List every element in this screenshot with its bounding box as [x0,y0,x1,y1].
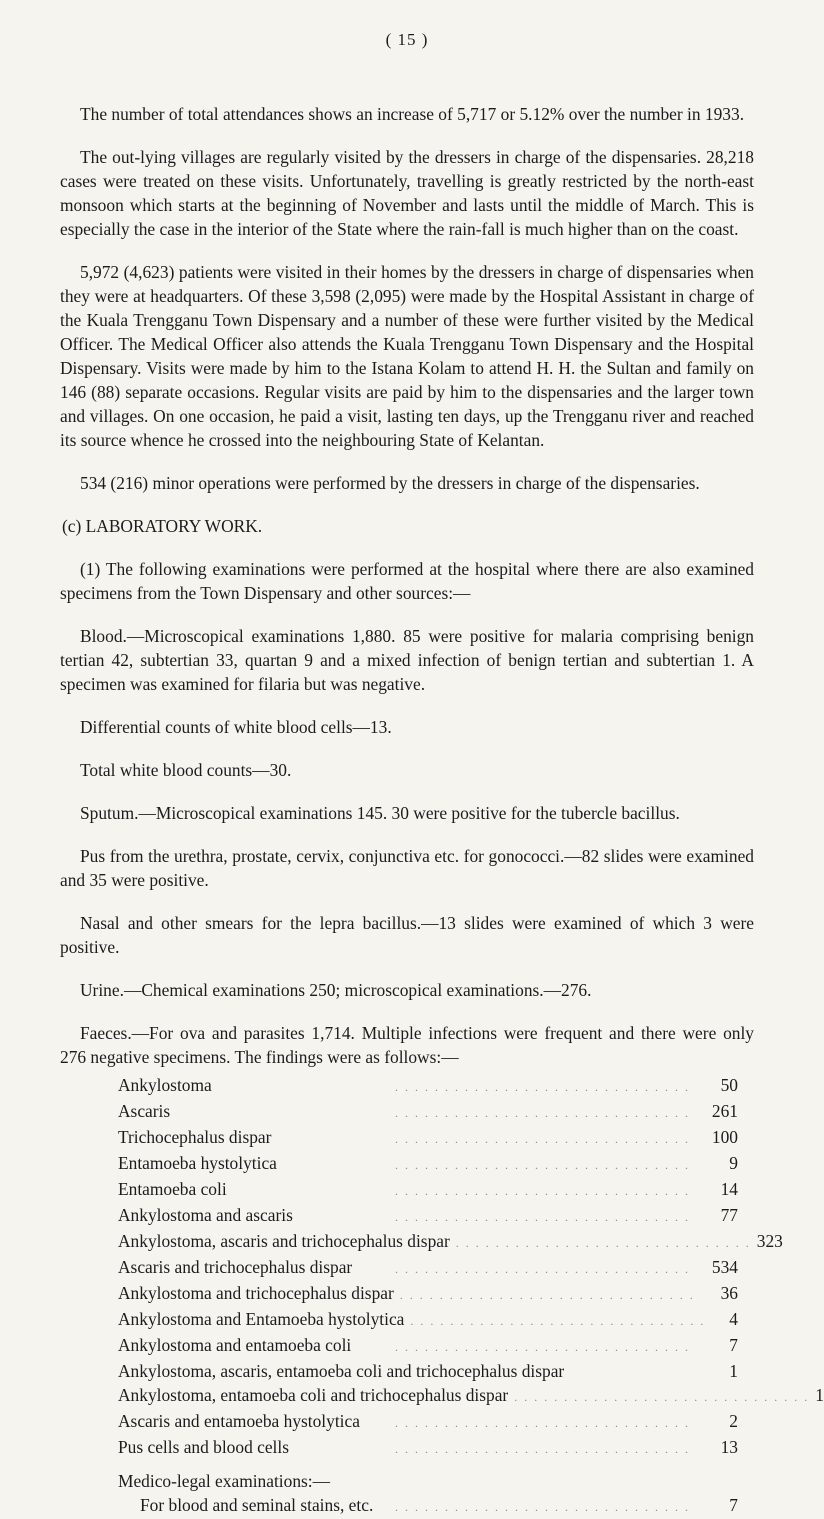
medico-legal-value: 7 [729,1495,738,1515]
finding-value: 1 [815,1385,824,1405]
finding-label: Trichocephalus dispar [118,1127,272,1147]
list-item [118,1099,738,1125]
section-heading-laboratory-work: (c) LABORATORY WORK. [62,516,263,536]
finding-label: Entamoeba hystolytica [118,1153,277,1173]
finding-value: 100 [711,1127,738,1147]
leader-dots: . . . . . . . . . . . . . . . . . . . . . . . . . . . . . . [395,1442,690,1456]
leader-dots: . . . . . . . . . . . . . . . . . . . . . . . . . . . . . . [399,1288,695,1302]
list-item [118,1229,783,1255]
finding-label: Ankylostoma, ascaris and trichocephalus dispar [118,1231,450,1251]
list-item [118,1383,824,1409]
finding-label: Pus cells and blood cells [118,1437,289,1457]
leader-dots: . . . . . . . . . . . . . . . . . . . . . . . . . . . . . . [395,1340,690,1354]
leader-dots: . . . . . . . . . . . . . . . . . . . . . . . . . . . . . . [455,1236,751,1250]
finding-label: Ankylostoma and trichocephalus dispar [118,1283,394,1303]
finding-value: 13 [720,1437,738,1457]
finding-value: 7 [729,1335,738,1355]
paragraph-attendances: The number of total attendances shows an increase of 5,717 or 5.12% over the number in 1933. [80,104,745,124]
leader-dots: . . . . . . . . . . . . . . . . . . . . . . . . . . . . . . [395,1416,690,1430]
finding-value: 323 [756,1231,783,1251]
finding-value: 1 [729,1361,738,1381]
paragraph-total-white-counts: Total white blood counts—30. [80,760,292,780]
list-item [118,1203,738,1229]
list-item [118,1125,738,1151]
list-item [118,1281,738,1307]
finding-value: 77 [720,1205,738,1225]
finding-value: 2 [729,1411,738,1431]
paragraph-pus: Pus from the urethra, prostate, cervix, conjunctiva etc. for gonococci.—82 slides were examined and 35 were positive. [60,846,754,890]
list-item [118,1333,738,1359]
list-item [118,1493,738,1519]
page-number: ( 15 ) [385,30,429,49]
finding-label: Ascaris [118,1101,171,1121]
finding-value: 4 [729,1309,738,1329]
leader-dots: . . . . . . . . . . . . . . . . . . . . . . . . . . . . . . [410,1314,706,1328]
medico-legal-label: For blood and seminal stains, etc. [140,1495,374,1515]
list-item [118,1359,738,1383]
finding-label: Entamoeba coli [118,1179,227,1199]
leader-dots: . . . . . . . . . . . . . . . . . . . . . . . . . . . . . . [395,1262,690,1276]
leader-dots: . . . . . . . . . . . . . . . . . . . . . . . . . . . . . . [395,1210,690,1224]
paragraph-blood: Blood.—Microscopical examinations 1,880. 85 were positive for malaria comprising benign tertian 42, subtertian 33, quartan 9 and a mixed infection of benign tertian and subtertian 1. A specimen was examined for filaria but was negative. [60,626,754,694]
paragraph-differential-counts: Differential counts of white blood cells—13. [80,717,392,737]
leader-dots: . . . . . . . . . . . . . . . . . . . . . . . . . . . . . . [395,1132,690,1146]
finding-label: Ankylostoma and Entamoeba hystolytica [118,1309,405,1329]
finding-value: 9 [729,1153,738,1173]
finding-value: 36 [720,1283,738,1303]
list-item [118,1177,738,1203]
paragraph-sputum: Sputum.—Microscopical examinations 145. 30 were positive for the tubercle bacillus. [80,803,680,823]
finding-label: Ankylostoma, entamoeba coli and trichocephalus dispar [118,1385,509,1405]
paragraph-lab-intro: (1) The following examinations were performed at the hospital where there are also examined specimens from the Town Dispensary and other sources:— [60,559,754,603]
paragraph-nasal-smears: Nasal and other smears for the lepra bacillus.—13 slides were examined of which 3 were positive. [60,913,754,957]
finding-label: Ankylostoma and ascaris [118,1205,293,1225]
list-item [118,1307,738,1333]
paragraph-minor-operations: 534 (216) minor operations were performed by the dressers in charge of the dispensaries. [80,473,700,493]
list-item [118,1151,738,1177]
finding-value: 534 [711,1257,738,1277]
paragraph-outlying-villages: The out-lying villages are regularly visited by the dressers in charge of the dispensaries. 28,218 cases were treated on these visits. Unfortunately, travelling is greatly restricted by the north-east monsoon which starts at the beginning of November and lasts until the middle of March. This is especially the case in the interior of the State where the rain-fall is much higher than on the coast. [60,147,754,239]
paragraph-urine: Urine.—Chemical examinations 250; microscopical examinations.—276. [80,980,592,1000]
finding-label: Ascaris and entamoeba hystolytica [118,1411,360,1431]
finding-value: 14 [720,1179,738,1199]
leader-dots: . . . . . . . . . . . . . . . . . . . . . . . . . . . . . . [395,1158,690,1172]
medico-legal-title: Medico-legal examinations:— [118,1471,331,1491]
findings-list [118,1073,824,1461]
finding-label: Ankylostoma [118,1075,212,1095]
list-item [118,1409,738,1435]
list-item [118,1255,738,1281]
leader-dots: . . . . . . . . . . . . . . . . . . . . . . . . . . . . . . [395,1500,690,1514]
leader-dots: . . . . . . . . . . . . . . . . . . . . . . . . . . . . . . [395,1184,690,1198]
list-item [118,1435,738,1461]
finding-label: Ankylostoma, ascaris, entamoeba coli and trichocephalus dispar [118,1361,565,1381]
finding-value: 261 [711,1101,738,1121]
paragraph-home-visits: 5,972 (4,623) patients were visited in their homes by the dressers in charge of dispensaries when they were at headquarters. Of these 3,598 (2,095) were made by the Hospital Assistant in charge of the Kuala Trengganu Town Dispensary and a number of these were further visited by the Medical Officer. The Medical Officer also attends the Kuala Trengganu Town Dispensary and the Hospital Dispensary. Visits were made by him to the Istana Kolam to attend H. H. the Sultan and family on 146 (88) separate occasions. Regular visits are paid by him to the dispensaries and the larger town and villages. On one occasion, he paid a visit, lasting ten days, up the Trengganu river and reached its source whence he crossed into the neighbouring State of Kelantan. [60,262,754,450]
finding-label: Ascaris and trichocephalus dispar [118,1257,353,1277]
leader-dots: . . . . . . . . . . . . . . . . . . . . . . . . . . . . . . [395,1106,690,1120]
medico-legal-section [118,1469,738,1519]
leader-dots: . . . . . . . . . . . . . . . . . . . . . . . . . . . . . . [395,1080,690,1094]
finding-label: Ankylostoma and entamoeba coli [118,1335,352,1355]
leader-dots: . . . . . . . . . . . . . . . . . . . . . . . . . . . . . . [514,1390,810,1404]
finding-value: 50 [720,1075,738,1095]
paragraph-faeces: Faeces.—For ova and parasites 1,714. Multiple infections were frequent and there were only 276 negative specimens. The findings were as follows:— [60,1023,754,1067]
list-item [118,1073,738,1099]
